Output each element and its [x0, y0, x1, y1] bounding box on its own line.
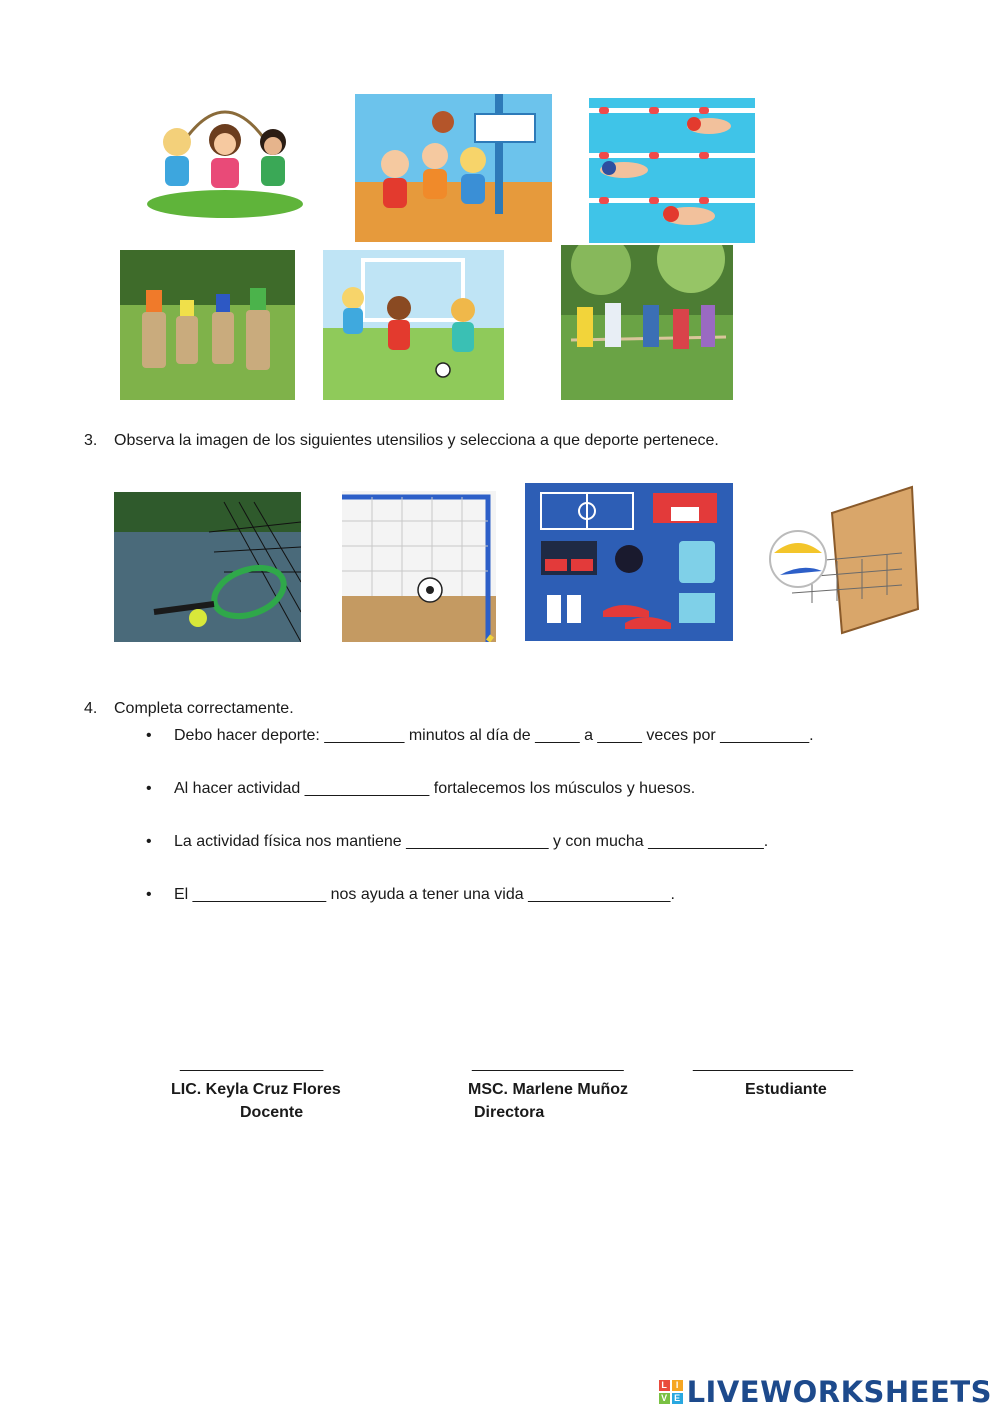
volleyball-image [762, 483, 928, 641]
signature-line: _________________ [180, 1055, 323, 1072]
fill-blank-text: Debo hacer deporte: _________ minutos al día de _____ a _____ veces por __________. [174, 727, 814, 744]
bullet-icon: • [146, 886, 152, 903]
student-label: Estudiante [745, 1081, 827, 1098]
question-number: 3. [84, 432, 98, 449]
signature-line: __________________ [472, 1055, 624, 1072]
sack-race-image [120, 250, 295, 400]
fill-blank-text: La actividad física nos mantiene ________________ y con mucha _____________. [174, 833, 769, 850]
bullet-icon: • [146, 727, 152, 744]
signature-line: ___________________ [693, 1055, 853, 1072]
brand-mark-letter: V [659, 1393, 670, 1404]
teacher-role: Docente [240, 1104, 304, 1121]
soccer-goal-image [342, 491, 496, 642]
swimming-image [589, 98, 755, 243]
question-text: Completa correctamente. [114, 700, 294, 717]
tug-of-war-image [561, 245, 733, 400]
liveworksheets-logo[interactable] [659, 1375, 992, 1409]
question-number: 4. [84, 700, 98, 717]
teacher-name: LIC. Keyla Cruz Flores [171, 1081, 341, 1098]
brand-mark-letter: I [672, 1380, 683, 1391]
soccer-image [323, 250, 504, 400]
jump-rope-image [137, 92, 309, 220]
director-role: Directora [474, 1104, 545, 1121]
basketball-gear-image [525, 483, 733, 641]
bullet-icon: • [146, 833, 152, 850]
brand-mark-icon [659, 1380, 683, 1404]
fill-blank-text: El _______________ nos ayuda a tener una vida ________________. [174, 886, 675, 903]
brand-mark-letter: E [672, 1393, 683, 1404]
brand-mark-letter: L [659, 1380, 670, 1391]
director-name: MSC. Marlene Muñoz [468, 1081, 629, 1098]
tennis-image [114, 492, 301, 642]
basketball-image [355, 94, 552, 242]
question-text: Observa la imagen de los siguientes utensilios y selecciona a que deporte pertenece. [114, 432, 719, 449]
brand-name: LIVEWORKSHEETS [686, 1375, 992, 1409]
bullet-icon: • [146, 780, 152, 797]
fill-blank-text: Al hacer actividad ______________ fortalecemos los músculos y huesos. [174, 780, 696, 797]
